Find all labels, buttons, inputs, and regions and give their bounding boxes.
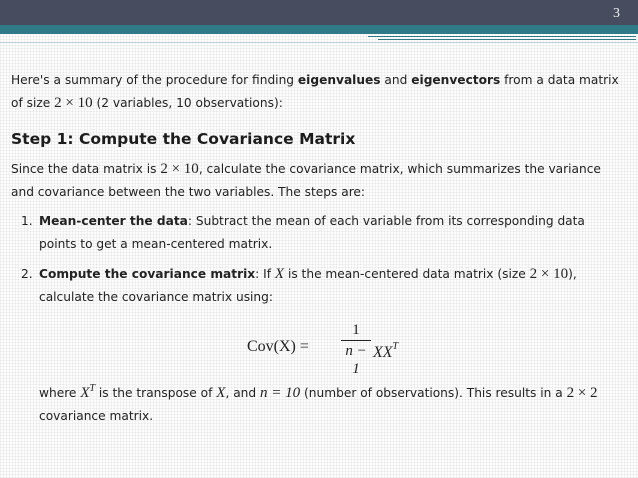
formula-product: XX xyxy=(373,344,393,361)
list-item-text: : If xyxy=(255,267,275,281)
list-item-title: Mean-center the data xyxy=(39,214,188,228)
list-item xyxy=(11,210,621,256)
fraction-numerator: 1 xyxy=(352,322,360,338)
header-rule xyxy=(0,42,638,43)
formula-rhs xyxy=(373,335,398,364)
slide-number: 3 xyxy=(613,6,620,21)
explanation-text: , and xyxy=(225,386,261,400)
list-item-title: Compute the covariance matrix xyxy=(39,267,256,281)
explanation-text: (number of observations). This results in a xyxy=(300,386,567,400)
list-item-text: : Subtract the mean of each variable from its corresponding data points to get a mean-centered matrix. xyxy=(39,214,585,251)
list-item xyxy=(11,263,621,309)
intro-text: from a data matrix of size xyxy=(11,73,619,110)
paragraph-text: Since the data matrix is xyxy=(11,162,161,176)
formula-fraction xyxy=(341,321,371,378)
eigenvectors-term: eigenvectors xyxy=(411,73,501,87)
formula-lhs: Cov(X) = xyxy=(247,338,309,355)
intro-text: (2 variables, 10 observations): xyxy=(92,96,283,110)
math-transpose xyxy=(80,385,95,401)
intro-text: Here's a summary of the procedure for finding xyxy=(11,73,298,87)
fraction-bar xyxy=(341,340,371,341)
matrix-size-math: 2 × 2 xyxy=(566,385,598,401)
list-number: 1. xyxy=(21,214,33,228)
slide-content xyxy=(11,69,621,428)
list-number: 2. xyxy=(21,267,33,281)
slide-header-bar xyxy=(0,0,638,25)
intro-paragraph xyxy=(11,69,621,115)
steps-list xyxy=(11,210,621,309)
transpose-superscript: T xyxy=(89,383,96,394)
explanation-text: is the transpose of xyxy=(95,386,217,400)
intro-text: and xyxy=(380,73,412,87)
paragraph-text: , calculate the covariance matrix, which summarizes the variance and covariance between the two variables. The steps are: xyxy=(11,162,601,199)
covariance-formula xyxy=(11,322,621,377)
eigenvalues-term: eigenvalues xyxy=(297,73,381,87)
transpose-superscript: T xyxy=(392,341,399,352)
matrix-size-math: 2 × 10 xyxy=(529,266,569,282)
math-equation: n = 10 xyxy=(260,385,301,401)
list-item-text: ), calculate the covariance matrix using: xyxy=(39,267,577,304)
explanation-text: covariance matrix. xyxy=(39,409,154,423)
list-item-text: is the mean-centered data matrix (size xyxy=(284,267,530,281)
formula-explanation xyxy=(11,377,621,428)
step-heading: Step 1: Compute the Covariance Matrix xyxy=(11,130,356,148)
header-rule xyxy=(368,36,636,37)
math-variable: X xyxy=(80,385,90,401)
matrix-size-math: 2 × 10 xyxy=(54,95,93,111)
fraction-denominator: n − 1 xyxy=(345,343,367,377)
header-rule xyxy=(378,39,636,40)
matrix-size-math: 2 × 10 xyxy=(160,161,199,177)
explanation-text: where xyxy=(39,386,81,400)
header-accent-strip xyxy=(0,25,638,34)
step-paragraph xyxy=(11,158,621,204)
math-variable: X xyxy=(216,385,226,401)
math-variable: X xyxy=(274,266,285,282)
